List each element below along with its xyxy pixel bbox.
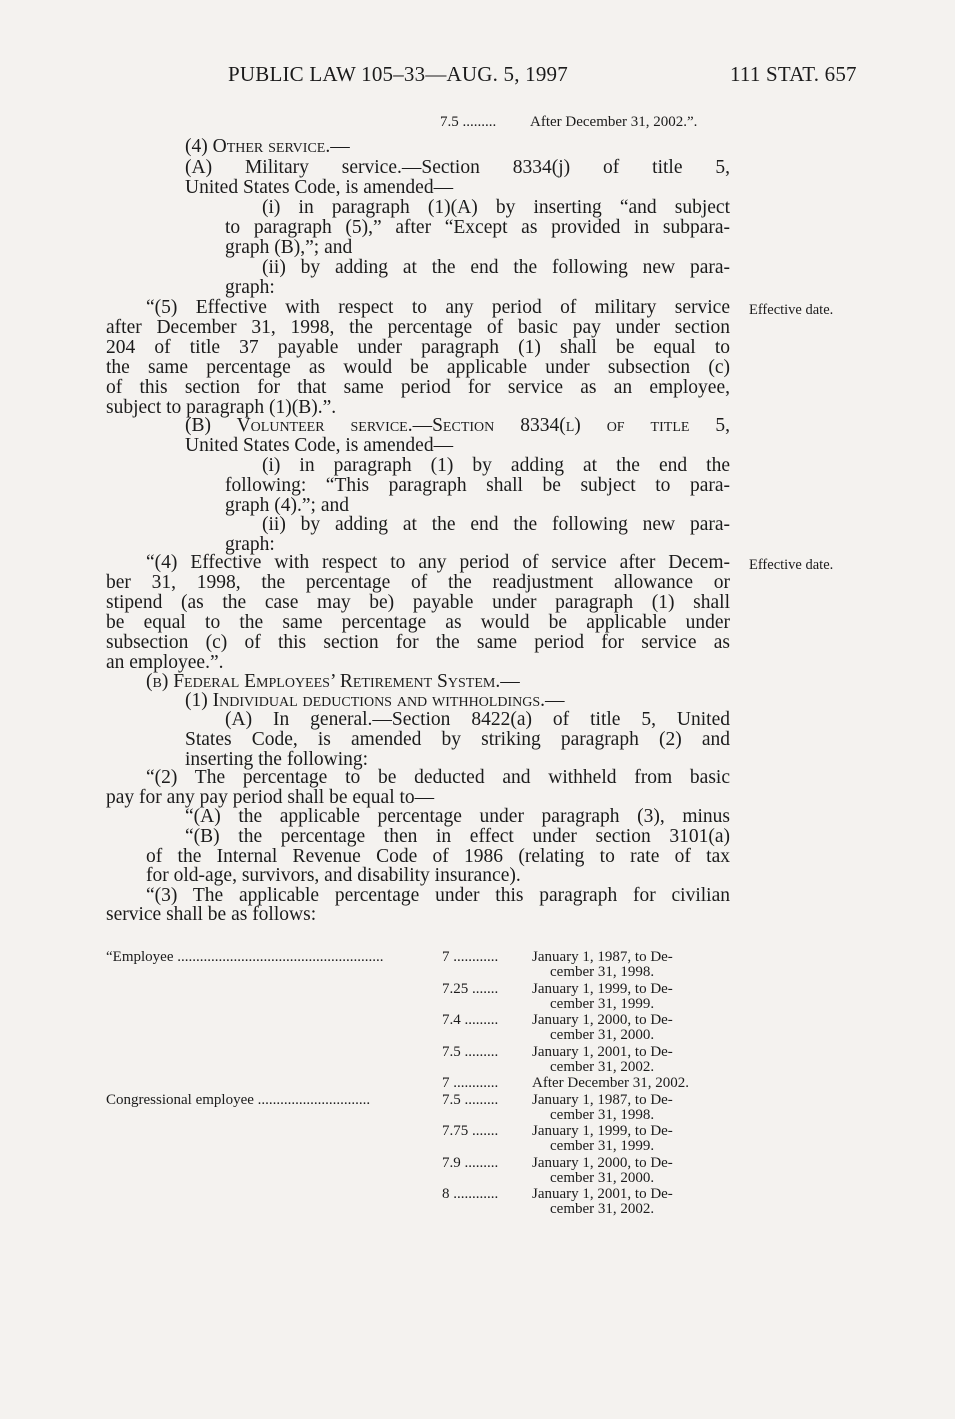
table-row-rate: 7.5 .........: [442, 1044, 499, 1060]
body-line: of this section for that same period for service as an employee,: [106, 377, 730, 398]
table-row-period: January 1, 2000, to De-: [532, 1012, 673, 1028]
table-row-period-cont: cember 31, 1999.: [550, 996, 655, 1012]
table-row-period-cont: cember 31, 2002.: [550, 1201, 655, 1217]
body-line: graph (4).”; and: [225, 495, 349, 516]
body-line: graph:: [225, 277, 275, 298]
table-row-period: January 1, 2001, to De-: [532, 1044, 673, 1060]
table-row-period-cont: cember 31, 1998.: [550, 1107, 655, 1123]
table-row-period-cont: cember 31, 1999.: [550, 1138, 655, 1154]
body-line: United States Code, is amended—: [185, 177, 454, 198]
para-a-military: (A) Military service.—Section 8334(j) of title 5,: [185, 157, 730, 178]
body-line: pay for any pay period shall be equal to—: [106, 787, 435, 808]
table-row-rate: 7 ............: [442, 1075, 499, 1091]
body-line: be equal to the same percentage as would be applicable under: [106, 612, 730, 633]
table-row-rate: 8 ............: [442, 1186, 499, 1202]
body-line: stipend (as the case may be) payable under paragraph (1) shall: [106, 592, 730, 613]
table-row-rate: 7 ............: [442, 949, 499, 965]
body-line: of the Internal Revenue Code of 1986 (relating to rate of tax: [146, 846, 730, 867]
body-line: (ii) by adding at the end the following new para-: [262, 257, 730, 278]
body-line: to paragraph (5),” after “Except as provided in subpara-: [225, 217, 730, 238]
table-row-period: January 1, 1987, to De-: [532, 949, 673, 965]
table-row-period: January 1, 1987, to De-: [532, 1092, 673, 1108]
table-row-rate: 7.75 .......: [442, 1123, 499, 1139]
body-line: subject to paragraph (1)(B).”.: [106, 397, 337, 418]
body-line: ber 31, 1998, the percentage of the readjustment allowance or: [106, 572, 730, 593]
body-line: “(A) the applicable percentage under paragraph (3), minus: [185, 806, 730, 827]
table-row-period: January 1, 1999, to De-: [532, 1123, 673, 1139]
table-row-rate: 7.5 .........: [442, 1092, 499, 1108]
margin-note-effective-date: Effective date.: [749, 557, 834, 573]
body-line: service shall be as follows:: [106, 904, 317, 925]
top-entry-rate: 7.5 .........: [440, 114, 497, 130]
body-line: inserting the following:: [185, 749, 369, 770]
table-row-period: January 1, 1999, to De-: [532, 981, 673, 997]
top-entry-period: After December 31, 2002.”.: [530, 114, 698, 130]
para-4-heading: (4) Other service.—: [185, 136, 350, 157]
body-line: (i) in paragraph (1)(A) by inserting “and subject: [262, 197, 730, 218]
table-row-period-cont: cember 31, 2000.: [550, 1027, 655, 1043]
table-row-period: January 1, 2001, to De-: [532, 1186, 673, 1202]
table-label-congressional: Congressional employee ..............................: [106, 1092, 371, 1108]
body-line: (ii) by adding at the end the following new para-: [262, 514, 730, 535]
body-line: “(4) Effective with respect to any period of service after Decem-: [146, 552, 730, 573]
table-row-period-cont: cember 31, 1998.: [550, 964, 655, 980]
table-row-period-cont: cember 31, 2002.: [550, 1059, 655, 1075]
body-line: graph:: [225, 534, 275, 555]
body-line: subsection (c) of this section for the same period for service as: [106, 632, 730, 653]
body-line: “(B) the percentage then in effect under section 3101(a): [185, 826, 730, 847]
header-right: 111 STAT. 657: [730, 62, 857, 86]
table-row-period: January 1, 2000, to De-: [532, 1155, 673, 1171]
body-line: “(5) Effective with respect to any period of military service: [146, 297, 730, 318]
table-row-rate: 7.25 .......: [442, 981, 499, 997]
body-line: an employee.”.: [106, 652, 224, 673]
para-b-volunteer: (B) Volunteer service.—Section 8334(l) of title 5,: [185, 415, 730, 436]
table-row-period-cont: cember 31, 2000.: [550, 1170, 655, 1186]
body-line: following: “This paragraph shall be subject to para-: [225, 475, 730, 496]
header-left: PUBLIC LAW 105–33—AUG. 5, 1997: [228, 62, 568, 86]
body-line: “(2) The percentage to be deducted and withheld from basic: [146, 767, 730, 788]
para-1-heading: (1) Individual deductions and withholdings.—: [185, 690, 565, 711]
body-line: (i) in paragraph (1) by adding at the end the: [262, 455, 730, 476]
body-line: United States Code, is amended—: [185, 435, 454, 456]
body-line: graph (B),”; and: [225, 237, 353, 258]
body-line: States Code, is amended by striking paragraph (2) and: [185, 729, 730, 750]
table-row-period: After December 31, 2002.: [532, 1075, 690, 1091]
body-line: 204 of title 37 payable under paragraph (1) shall be equal to: [106, 337, 730, 358]
margin-note-effective-date: Effective date.: [749, 302, 834, 318]
body-line: the same percentage as would be applicable under subsection (c): [106, 357, 730, 378]
para-a-in-general: (A) In general.—Section 8422(a) of title 5, United: [225, 709, 730, 730]
table-row-rate: 7.4 .........: [442, 1012, 499, 1028]
body-line: “(3) The applicable percentage under this paragraph for civilian: [146, 885, 730, 906]
body-line: for old-age, survivors, and disability insurance).: [146, 865, 521, 886]
table-row-rate: 7.9 .........: [442, 1155, 499, 1171]
section-b-heading: (b) Federal Employees’ Retirement System.—: [146, 671, 520, 692]
body-line: after December 31, 1998, the percentage of basic pay under section: [106, 317, 730, 338]
table-label-employee: “Employee .......................................................: [106, 949, 384, 965]
